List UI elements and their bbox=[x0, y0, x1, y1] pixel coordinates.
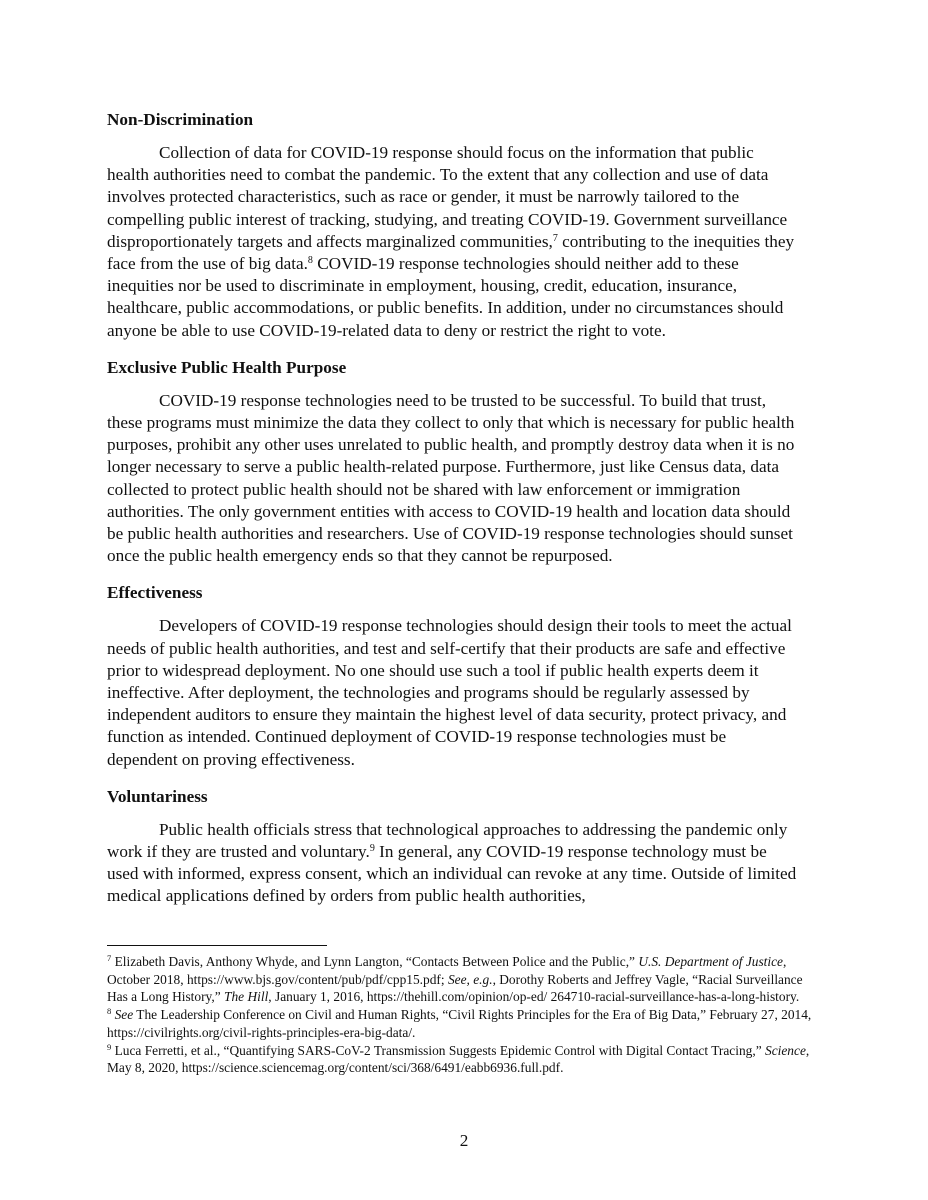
footnote-reference-8: 8 bbox=[307, 255, 313, 267]
paragraph-text: Collection of data for COVID-19 response should focus on the information that public health authorities need to combat the pandemic. To the extent that any collection and use of data involves protected characteristics, such as race or gender, it must be narrowly tailored to the compelling public interest of tracking, studying, and treating COVID-19. Government surveillance disproportionately targets and affects marginalized communities, bbox=[107, 143, 788, 251]
footnote-number: 8 bbox=[107, 1006, 112, 1017]
footnote-text: , January 1, 2016, https://thehill.com/opinion/op-ed/ 264710-racial-surveillance-has-a-long-history. bbox=[268, 989, 800, 1005]
footnote-8 bbox=[107, 1006, 825, 1041]
footnote-reference-7: 7 bbox=[552, 232, 558, 244]
footnote-7 bbox=[107, 953, 825, 1006]
footnote-divider bbox=[107, 945, 327, 946]
footnote-italic-text: See bbox=[114, 1007, 134, 1023]
footnote-text: Luca Ferretti, et al., “Quantifying SARS-CoV-2 Transmission Suggests Epidemic Control with Digital Contact Tracing,” bbox=[111, 1042, 765, 1058]
paragraph-text: Public health officials stress that technological approaches to addressing the pandemic only work if they are trusted and voluntary. bbox=[107, 819, 788, 862]
footnote-9 bbox=[107, 1042, 825, 1077]
section-heading-exclusive-purpose: Exclusive Public Health Purpose bbox=[107, 357, 347, 377]
paragraph-exclusive-purpose: COVID-19 response technologies need to be trusted to be successful. To build that trust, these programs must minimize the data they collect to only that which is necessary for public health purposes, prohibit any other uses unrelated to public health, and promptly destroy data when it is no longer necessary to serve a public health-related purpose. Furthermore, just like Census data, data collected to protect public health should not be shared with law enforcement or immigration authorities. The only government entities with access to COVID-19 health and location data should be public health authorities and researchers. Use of COVID-19 response technologies should sunset once the public health emergency ends so that they cannot be repurposed. bbox=[107, 390, 795, 566]
footnote-italic-text: The Hill bbox=[224, 989, 269, 1005]
footnote-text: , May 8, 2020, https://science.sciencemag.org/content/sci/368/6491/eabb6936.full.pdf. bbox=[107, 1042, 810, 1076]
footnote-text: , Dorothy Roberts and Jeffrey Vagle, “Racial Surveillance Has a Long History,” bbox=[107, 971, 803, 1005]
footnotes bbox=[107, 953, 825, 1077]
footnote-number: 7 bbox=[107, 953, 112, 963]
footnote-italic-text: U.S. Department of Justice bbox=[638, 954, 784, 969]
paragraph-non-discrimination bbox=[107, 142, 797, 342]
paragraph-text: contributing to the inequities they face from the use of big data. bbox=[107, 231, 795, 274]
page-number: 2 bbox=[459, 1131, 469, 1150]
paragraph-effectiveness: Developers of COVID-19 response technologies should design their tools to meet the actual needs of public health authorities, and test and self-certify that their products are safe and effective prior to widespread deployment. No one should use such a tool if public health experts deem it ineffective. After deployment, the technologies and programs should be regularly assessed by independent auditors to ensure they maintain the highest level of data security, protect privacy, and function as intended. Continued deployment of COVID-19 response technologies must be dependent on proving effectiveness. bbox=[107, 616, 792, 769]
footnote-text: Elizabeth Davis, Anthony Whyde, and Lynn Langton, “Contacts Between Police and the Public,” bbox=[111, 954, 639, 969]
paragraph-text: In general, any COVID-19 response technology must be used with informed, express consent, which an individual can revoke at any time. Outside of limited medical applications defined by orders from public health authorities, bbox=[107, 842, 797, 906]
paragraph-voluntariness bbox=[107, 819, 797, 908]
section-heading-voluntariness: Voluntariness bbox=[107, 786, 208, 806]
footnote-italic-text: Science bbox=[765, 1042, 806, 1058]
footnote-reference-9: 9 bbox=[369, 843, 375, 855]
section-heading-effectiveness: Effectiveness bbox=[107, 583, 203, 603]
paragraph-text: COVID-19 response technologies should neither add to these inequities nor be used to discriminate in employment, housing, credit, education, insurance, healthcare, public accommodations, or public benefits. In addition, under no circumstances should anyone be able to use COVID-19-related data to deny or restrict the right to vote. bbox=[107, 254, 784, 340]
document-body bbox=[107, 108, 797, 908]
footnote-text: , October 2018, https://www.bjs.gov/content/pub/pdf/cpp15.pdf; bbox=[107, 954, 787, 987]
footnote-number: 9 bbox=[107, 1041, 112, 1052]
footnote-italic-text: See, e.g. bbox=[447, 971, 493, 987]
section-heading-non-discrimination: Non-Discrimination bbox=[107, 110, 254, 129]
footnote-text: The Leadership Conference on Civil and Human Rights, “Civil Rights Principles for the Era of Big Data,” February 27, 2014, https://civilrights.org/civil-rights-principles-era-big-data/. bbox=[107, 1007, 812, 1040]
